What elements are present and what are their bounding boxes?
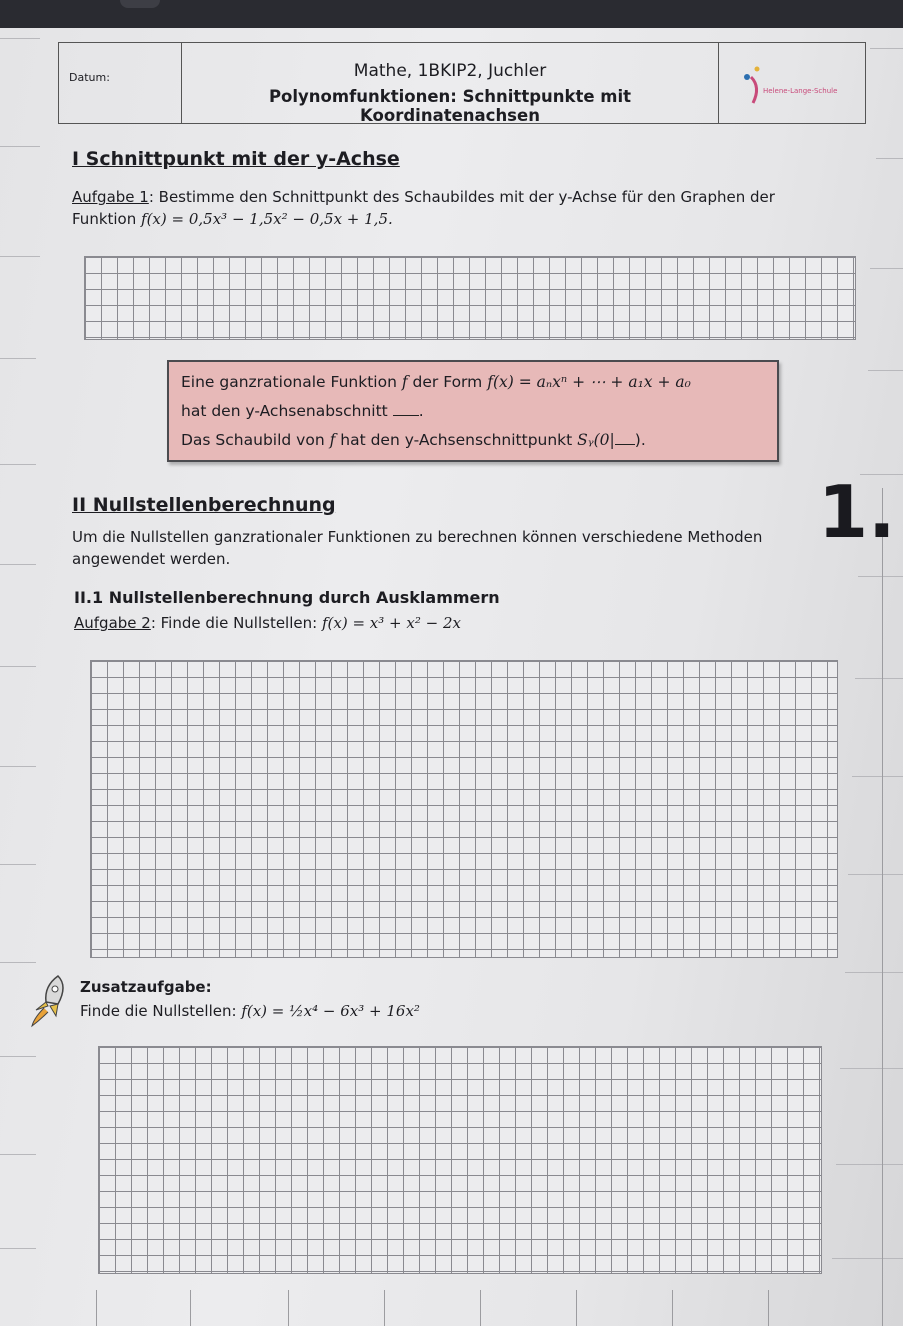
paper-line <box>840 1068 903 1069</box>
task-2-description: : Finde die Nullstellen: <box>150 614 318 632</box>
task-2-text <box>74 612 461 634</box>
intro-text: angewendet werden. <box>72 550 231 568</box>
paper-line <box>0 256 40 257</box>
bottom-tick <box>384 1290 385 1326</box>
definition-text: hat den y-Achsenschnittpunkt <box>340 431 573 449</box>
intro-text: Um die Nullstellen ganzrationaler Funktionen zu berechnen können verschiedene Methoden <box>72 528 763 546</box>
fill-in-blank[interactable] <box>393 401 419 416</box>
paper-line <box>870 268 903 269</box>
task-1-function: f(x) = 0,5x³ − 1,5x² − 0,5x + 1,5. <box>141 210 393 228</box>
y-intercept-point: Sᵧ(0| <box>577 431 615 449</box>
paper-line <box>0 864 36 865</box>
date-cell <box>59 43 182 123</box>
logo-cell <box>719 43 865 123</box>
paper-line <box>848 874 903 875</box>
bottom-tick <box>96 1290 97 1326</box>
school-logo-icon <box>743 65 765 105</box>
definition-line-1 <box>181 368 765 397</box>
task-1-description: : Bestimme den Schnittpunkt des Schaubildes mit der y-Achse für den Graphen der <box>148 188 775 206</box>
task-1-text <box>72 186 832 230</box>
bottom-tick <box>190 1290 191 1326</box>
handwritten-number-mark: 1. <box>818 470 896 554</box>
definition-text: . <box>418 402 424 420</box>
paper-line <box>0 38 40 39</box>
subsection-title: II.1 Nullstellenberechnung durch Ausklammern <box>74 588 500 607</box>
paper-line <box>0 1056 36 1057</box>
paper-line <box>0 1248 36 1249</box>
paper-line <box>0 564 36 565</box>
extra-task-text <box>80 1000 420 1022</box>
paper-line <box>855 678 903 679</box>
rocket-icon <box>28 972 72 1028</box>
section-2-title: II Nullstellenberechnung <box>72 494 336 516</box>
definition-box <box>167 360 779 462</box>
bottom-tick <box>480 1290 481 1326</box>
section-1-title: I Schnittpunkt mit der y-Achse <box>72 148 400 170</box>
function-symbol: f <box>401 373 408 391</box>
section-2-intro <box>72 526 812 570</box>
definition-text: hat den y-Achsenabschnitt <box>181 402 388 420</box>
definition-line-2 <box>181 397 765 426</box>
extra-task-title: Zusatzaufgabe: <box>80 978 212 996</box>
bottom-tick <box>768 1290 769 1326</box>
topic-title: Polynomfunktionen: Schnittpunkte mit Koordinatenachsen <box>268 87 632 125</box>
paper-line <box>0 666 36 667</box>
paper-line <box>870 48 903 49</box>
paper-line <box>0 1154 36 1155</box>
task-2-function: f(x) = x³ + x² − 2x <box>321 614 461 632</box>
title-cell <box>182 43 719 123</box>
answer-grid-3[interactable] <box>98 1046 822 1274</box>
paper-line <box>832 1258 903 1259</box>
definition-text: Das Schaubild von <box>181 431 325 449</box>
camera-notch <box>120 0 160 8</box>
course-title: Mathe, 1BKIP2, Juchler <box>353 61 547 81</box>
paper-line <box>0 766 36 767</box>
paper-line <box>0 962 36 963</box>
school-logo-text: Helene-Lange-Schule <box>763 87 838 95</box>
extra-task-description: Finde die Nullstellen: <box>80 1002 237 1020</box>
task-1-description-2: Funktion <box>72 210 137 228</box>
extra-task-function: f(x) = ½x⁴ − 6x³ + 16x² <box>241 1002 420 1020</box>
paper-line <box>852 776 903 777</box>
bottom-tick <box>288 1290 289 1326</box>
answer-grid-2[interactable] <box>90 660 838 958</box>
general-polynomial-formula: f(x) = aₙxⁿ + ⋯ + a₁x + a₀ <box>487 373 691 391</box>
date-label: Datum: <box>69 71 110 84</box>
definition-text: ). <box>634 431 646 449</box>
fill-in-blank[interactable] <box>615 430 635 445</box>
answer-grid-1[interactable] <box>84 256 856 340</box>
paper-line <box>836 1164 903 1165</box>
bottom-tick <box>576 1290 577 1326</box>
header-table <box>58 42 866 124</box>
bottom-tick <box>672 1290 673 1326</box>
paper-line <box>0 146 40 147</box>
task-2-label: Aufgabe 2 <box>74 614 151 632</box>
definition-text: Eine ganzrationale Funktion <box>181 373 397 391</box>
definition-text: der Form <box>412 373 483 391</box>
function-symbol: f <box>329 431 336 449</box>
task-1-label: Aufgabe 1 <box>72 188 149 206</box>
paper-line <box>876 158 903 159</box>
definition-line-3 <box>181 426 765 455</box>
paper-line <box>868 370 903 371</box>
paper-line <box>0 464 36 465</box>
paper-line <box>845 972 903 973</box>
paper-line <box>0 358 36 359</box>
paper-line <box>858 576 903 577</box>
paper-fold-line <box>882 488 883 1326</box>
